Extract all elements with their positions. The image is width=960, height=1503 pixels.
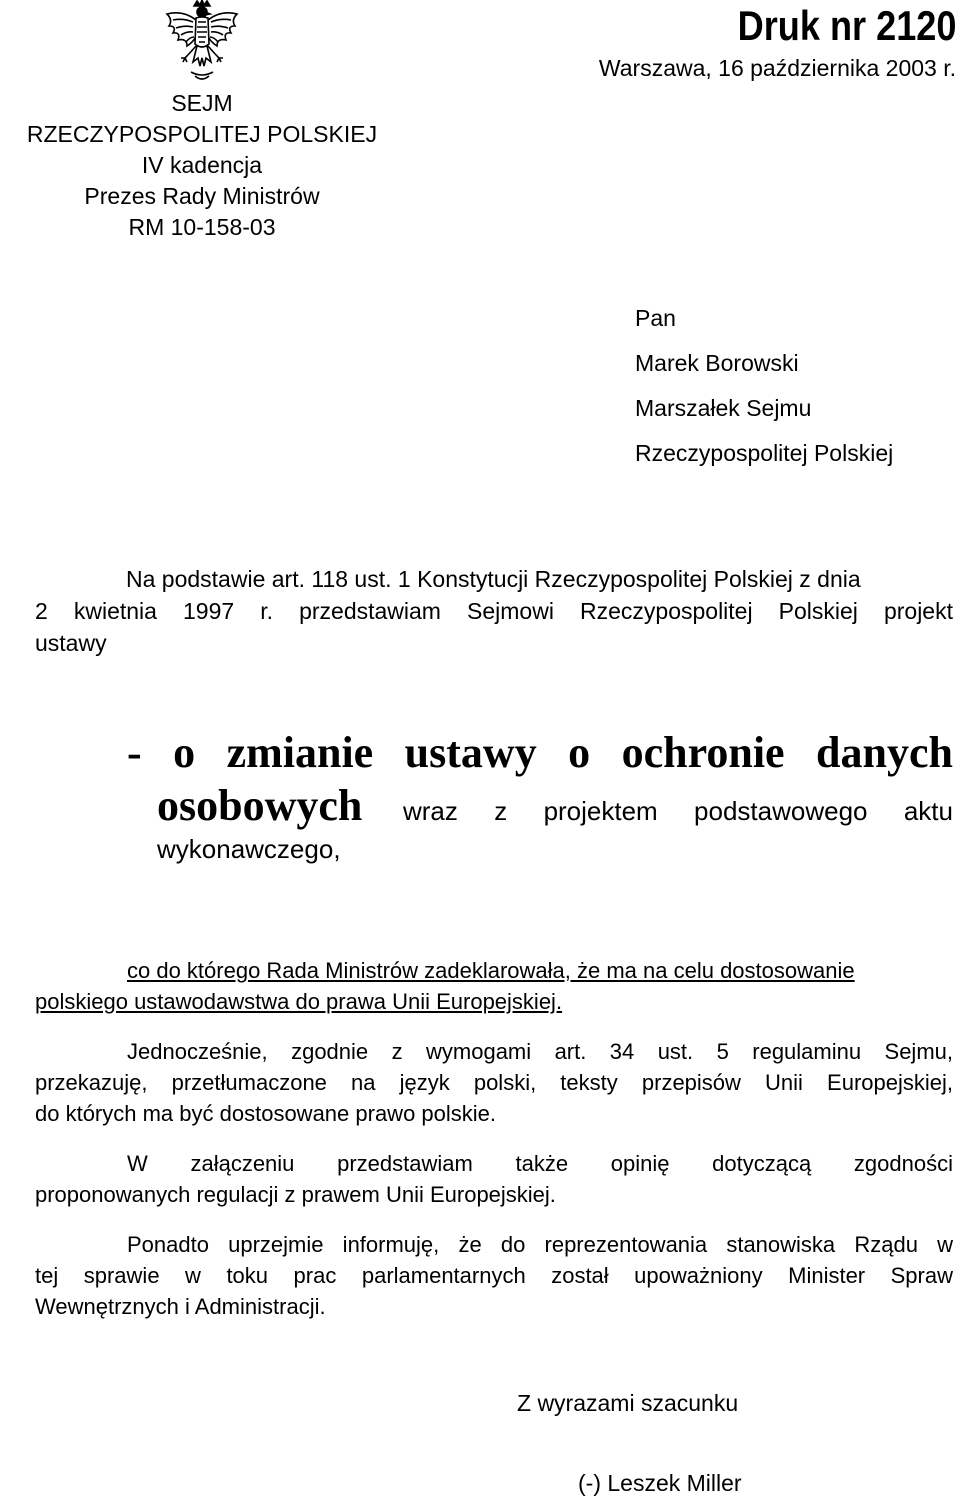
bill-title-rest — [403, 796, 953, 827]
bill-word: z — [494, 796, 508, 826]
addressee-line: Marszałek Sejmu — [635, 395, 812, 421]
institution-line: SEJM — [171, 90, 233, 116]
bill-title-line: wykonawczego, — [157, 834, 341, 864]
paragraph-line: Wewnętrznych i Administracji. — [35, 1294, 326, 1319]
bill-title — [127, 728, 953, 864]
print-number: Druk nr 2120 — [737, 2, 956, 49]
institution-line: IV kadencja — [141, 152, 263, 178]
reference-number: RM 10-158-03 — [128, 214, 276, 240]
addressee-line: Marek Borowski — [635, 350, 799, 376]
addressee-line: Rzeczypospolitej Polskiej — [635, 440, 894, 466]
signature: (-) Leszek Miller — [578, 1470, 742, 1496]
intro-paragraph — [35, 563, 953, 659]
paragraph-line: do których ma być dostosowane prawo polskie. — [35, 1101, 497, 1126]
addressee-block — [635, 303, 893, 483]
bill-word: aktu — [903, 796, 953, 826]
paragraph-text: co do którego Rada Ministrów zadeklarowała, że ma na celu dostosowanie — [127, 958, 855, 983]
institution-line: Prezes Rady Ministrów — [84, 183, 320, 209]
place-date: Warszawa, 16 października 2003 r. — [598, 55, 956, 81]
paragraph-text: polskiego ustawodawstwa do prawa Unii Europejskiej. — [35, 989, 563, 1014]
bill-title-bold: osobowych — [157, 781, 363, 830]
paragraph-line: przekazuję, przetłumaczone na język polski, teksty przepisów Unii Europejskiej, — [35, 1070, 953, 1095]
paragraph-regulation — [35, 1036, 953, 1129]
intro-line: Na podstawie art. 118 ust. 1 Konstytucji Rzeczypospolitej Polskiej z dnia — [126, 566, 861, 592]
bill-title-line: - o zmianie ustawy o ochronie danych — [127, 728, 953, 777]
eagle-emblem-icon — [163, 0, 241, 84]
paragraph-commitment — [35, 955, 953, 1017]
institution-line: RZECZYPOSPOLITEJ POLSKIEJ — [26, 121, 378, 147]
paragraph-line: tej sprawie w toku prac parlamentarnych został upoważniony Minister Spraw — [35, 1263, 953, 1288]
bill-word: wraz — [403, 796, 458, 826]
intro-line: 2 kwietnia 1997 r. przedstawiam Sejmowi Rzeczypospolitej Polskiej projekt — [35, 598, 953, 624]
bill-word: projektem — [543, 796, 658, 826]
paragraph-line: W załączeniu przedstawiam także opinię dotyczącą zgodności — [127, 1151, 953, 1176]
institution-block — [0, 88, 404, 243]
paragraph-line — [35, 955, 953, 986]
paragraph-line: proponowanych regulacji z prawem Unii Europejskiej. — [35, 1182, 556, 1207]
closing-formula: Z wyrazami szacunku — [517, 1390, 739, 1416]
paragraph-attachment — [35, 1148, 953, 1210]
paragraph-line — [35, 986, 953, 1017]
paragraph-representation — [35, 1229, 953, 1322]
bill-word: podstawowego — [694, 796, 868, 826]
paragraph-line: Ponadto uprzejmie informuję, że do reprezentowania stanowiska Rządu w — [127, 1232, 953, 1257]
bill-title-line — [157, 778, 953, 834]
addressee-line: Pan — [635, 305, 676, 331]
intro-line: ustawy — [35, 630, 107, 656]
paragraph-line: Jednocześnie, zgodnie z wymogami art. 34 ust. 5 regulaminu Sejmu, — [127, 1039, 953, 1064]
